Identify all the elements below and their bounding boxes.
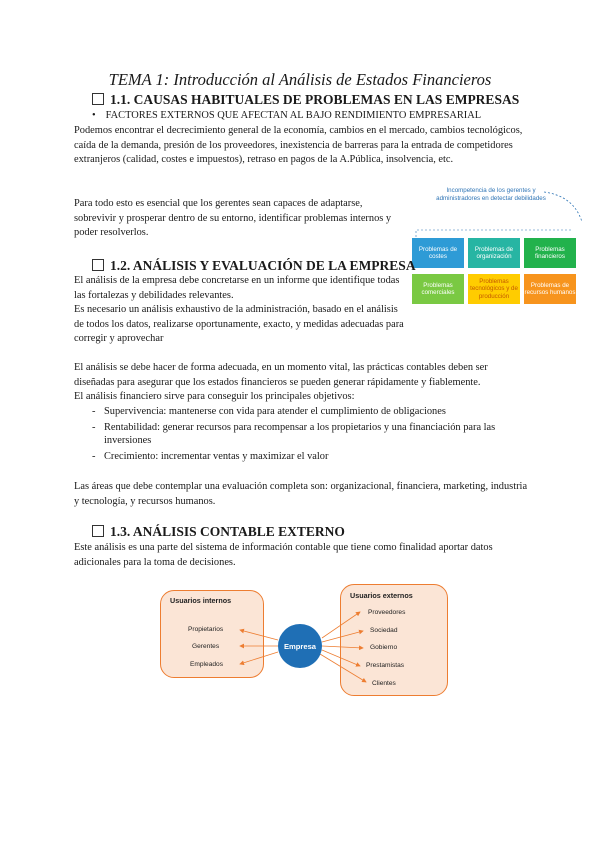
- section-1-2-para2: Es necesario un análisis exhaustivo de la administración, basado en el análisis de todos los datos, realizarse oportunamente, exacto, y medidas adecuadas para corregir y aprovechar: [74, 304, 404, 345]
- list-item: - Rentabilidad: generar recursos para recompensar a los propietarios y una financiación para las inversiones: [92, 421, 496, 447]
- weakness-diagram: [404, 182, 584, 307]
- external-user-label: Sociedad: [370, 627, 398, 634]
- section-1-3-para1: Este análisis es una parte del sistema de información contable que tiene como finalidad aportar datos adicionales para la toma de decisiones.: [74, 542, 493, 568]
- checkbox-icon: [92, 525, 104, 537]
- section-1-2-para1: El análisis de la empresa debe concretarse en un informe que identifique todas las fortalezas y debilidades relevantes.: [74, 275, 400, 301]
- cell-technological: Problemas tecnológicos y de producción: [468, 274, 520, 304]
- checkbox-icon: [92, 259, 104, 271]
- section-1-3-title: 1.3. ANÁLISIS CONTABLE EXTERNO: [110, 524, 345, 539]
- external-user-label: Prestamistas: [366, 662, 405, 669]
- section-1-2-title: 1.2. ANÁLISIS Y EVALUACIÓN DE LA EMPRESA: [110, 258, 416, 273]
- external-user-label: Proveedores: [368, 609, 406, 616]
- section-1-2-para3: El análisis se debe hacer de forma adecuada, en un momento vital, las prácticas contables deben ser diseñadas para asegurar que los estados financieros se pueden generar rápidamente y fiablemente.: [74, 362, 488, 388]
- cell-costs: Problemas de costes: [412, 238, 464, 268]
- checkbox-icon: [92, 93, 104, 105]
- page-title: TEMA 1: Introducción al Análisis de Estados Financieros: [108, 70, 492, 89]
- section-1-2-para5: Las áreas que debe contemplar una evaluación completa son: organizacional, financiera, marketing, industria y tecnología, y recursos humanos.: [74, 481, 528, 507]
- users-diagram: [160, 584, 450, 699]
- internal-users-title: Usuarios internos: [170, 596, 232, 605]
- internal-user-label: Empleados: [190, 661, 223, 668]
- section-1-2-para4: El análisis financiero sirve para conseguir los principales objetivos:: [74, 391, 355, 402]
- list-item: - Crecimiento: incrementar ventas y maximizar el valor: [92, 450, 329, 462]
- weakness-diagram-title: Incompetencia de los gerentes y administradores en detectar debilidades: [436, 187, 546, 202]
- external-user-label: Gobierno: [370, 644, 398, 651]
- cell-organization: Problemas de organización: [468, 238, 520, 268]
- section-1-2-heading: [92, 258, 416, 274]
- cell-financial: Problemas financieros: [524, 238, 576, 268]
- section-1-1-para1: Podemos encontrar el decrecimiento general de la economía, cambios en el mercado, cambios tecnológicos, caída de la demanda, presión de los proveedores, inexistencia de barreras para la entrada de competidores extranjeros (calidad, costes e impuestos), retraso en pagos de la A.Pública, insolvencia, etc.: [74, 125, 523, 166]
- bullet-text: FACTORES EXTERNOS QUE AFECTAN AL BAJO RENDIMIENTO EMPRESARIAL: [105, 110, 482, 121]
- external-user-label: Clientes: [372, 680, 396, 687]
- bullet-item: [92, 110, 481, 121]
- cell-commercial: Problemas comerciales: [412, 274, 464, 304]
- section-1-1-heading: [92, 92, 519, 108]
- objectives-list: [74, 405, 530, 463]
- center-label: Empresa: [283, 642, 317, 651]
- section-1-1-para2: Para todo esto es esencial que los gerentes sean capaces de adaptarse, sobrevivir y prosperar dentro de su entorno, identificar problemas internos y poder resolverlos.: [74, 198, 392, 239]
- internal-user-label: Propietarios: [188, 626, 224, 633]
- external-users-title: Usuarios externos: [350, 591, 413, 600]
- bullet-icon: •: [92, 110, 96, 121]
- section-1-3-heading: [92, 524, 345, 540]
- list-item: - Supervivencia: mantenerse con vida para atender el cumplimiento de obligaciones: [92, 406, 446, 417]
- internal-user-label: Gerentes: [192, 643, 220, 650]
- cell-human-resources: Problemas de recursos humanos: [524, 274, 576, 304]
- section-1-1-title: 1.1. CAUSAS HABITUALES DE PROBLEMAS EN LAS EMPRESAS: [110, 92, 520, 107]
